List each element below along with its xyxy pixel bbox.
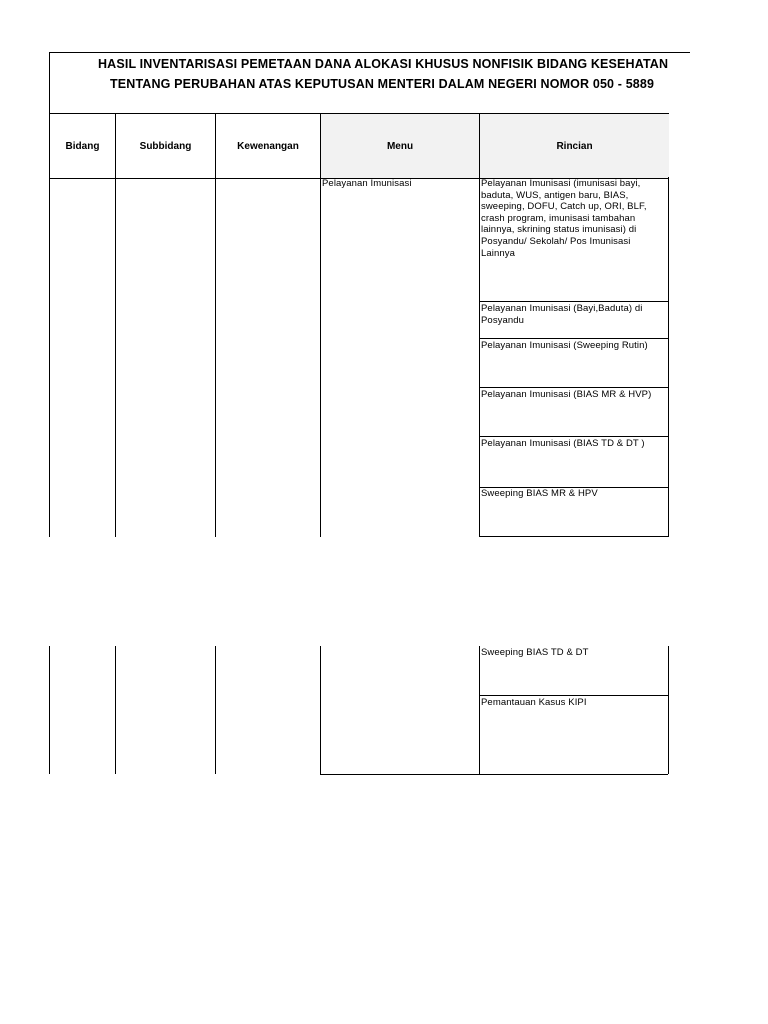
header-rincian: Rincian — [479, 114, 669, 178]
menu-cell: Pelayanan Imunisasi — [322, 178, 412, 189]
grid-line — [49, 177, 50, 537]
rincian-cell: Sweeping BIAS TD & DT — [481, 647, 589, 658]
header-bidang: Bidang — [49, 114, 115, 178]
grid-line — [668, 646, 669, 774]
grid-line — [479, 338, 668, 339]
grid-line — [115, 177, 116, 537]
rincian-cell: Pelayanan Imunisasi (imunisasi bayi, baduta, WUS, antigen baru, BIAS, sweeping, DOFU, Catch up, ORI, BLF, crash program, imunisasi tambahan lainnya, skrining status imunisasi) di Posyandu/ Sekolah/ Pos Imunisasi Lainnya — [481, 178, 647, 259]
header-subbidang: Subbidang — [115, 114, 215, 178]
grid-line — [479, 301, 668, 302]
grid-line — [479, 695, 668, 696]
table-header-row — [49, 113, 669, 179]
document-title-line-2: TENTANG PERUBAHAN ATAS KEPUTUSAN MENTERI DALAM NEGERI NOMOR 050 - 5889 — [110, 77, 655, 91]
grid-line — [320, 774, 668, 775]
rincian-cell: Pemantauan Kasus KIPI — [481, 697, 587, 708]
rincian-cell: Sweeping BIAS MR & HPV — [481, 488, 598, 499]
rincian-cell: Pelayanan Imunisasi (Sweeping Rutin) — [481, 340, 648, 351]
document-title-line-1: HASIL INVENTARISASI PEMETAAN DANA ALOKASI KHUSUS NONFISIK BIDANG KESEHATAN — [98, 57, 669, 71]
header-menu: Menu — [320, 114, 479, 178]
rincian-cell: Pelayanan Imunisasi (BIAS TD & DT ) — [481, 438, 645, 449]
grid-line — [479, 436, 668, 437]
grid-line — [115, 646, 116, 774]
title-box — [49, 52, 690, 114]
grid-line — [479, 387, 668, 388]
grid-line — [320, 177, 321, 537]
grid-line — [49, 646, 50, 774]
rincian-cell: Pelayanan Imunisasi (BIAS MR & HVP) — [481, 389, 652, 400]
grid-line — [215, 646, 216, 774]
grid-line — [479, 536, 668, 537]
grid-line — [320, 646, 321, 774]
grid-line — [215, 177, 216, 537]
grid-line — [668, 177, 669, 537]
rincian-cell: Pelayanan Imunisasi (Bayi,Baduta) di Posyandu — [481, 303, 643, 326]
grid-line — [479, 646, 480, 774]
grid-line — [479, 177, 480, 537]
header-kewenangan: Kewenangan — [215, 114, 320, 178]
